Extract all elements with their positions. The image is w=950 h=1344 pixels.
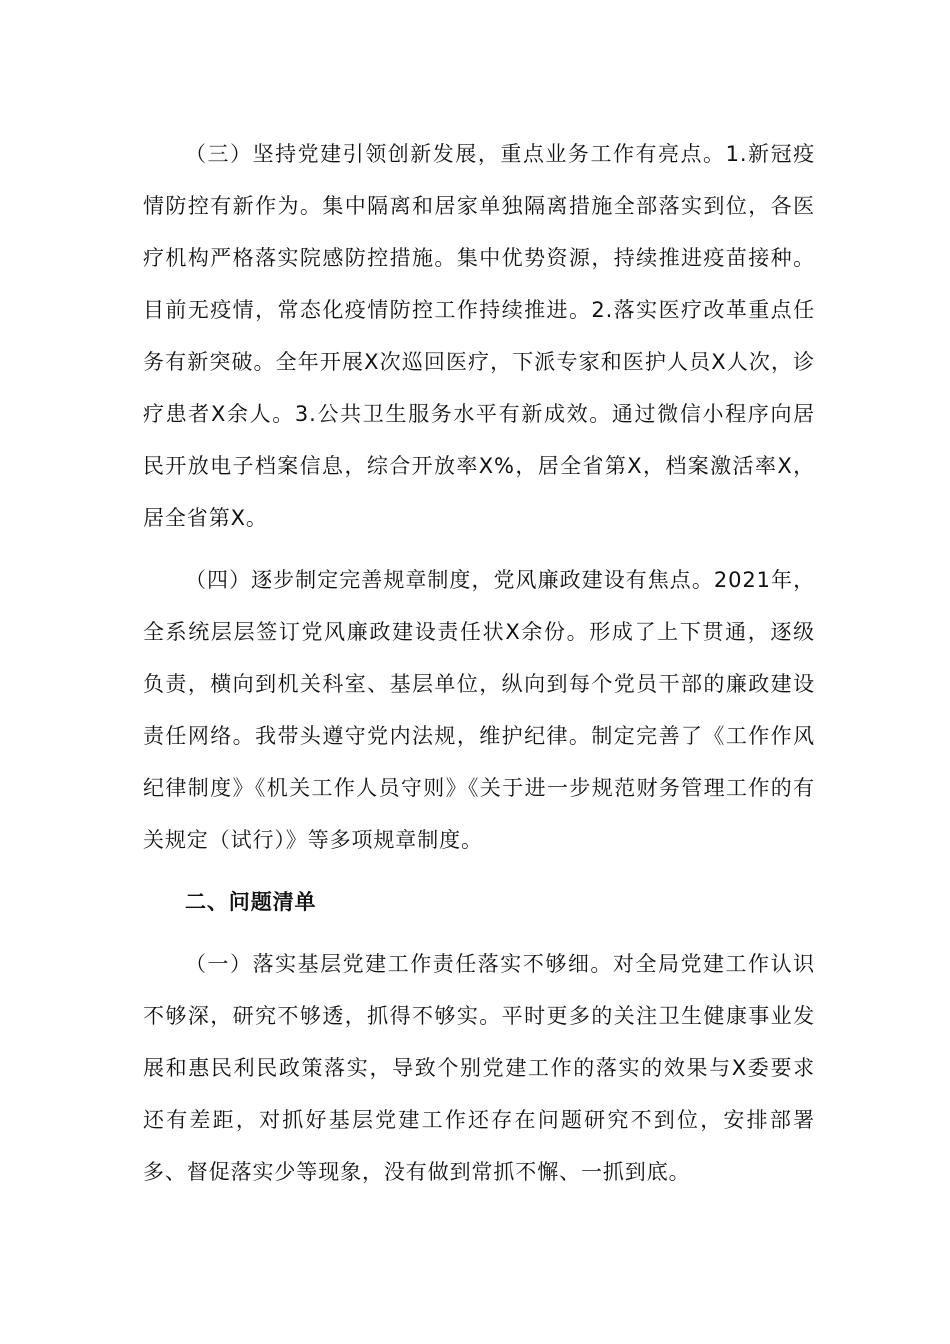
paragraph-section-4: （四）逐步制定完善规章制度，党风廉政建设有焦点。2021年，全系统层层签订党风廉政建设责任状X余份。形成了上下贯通，逐级负责，横向到机关科室、基层单位，纵向到每个党员干部的廉政建设责任网络。我带头遵守党内法规，维护纪律。制定完善了《工作作风纪律制度》《机关工作人员守则》《关于进一步规范财务管理工作的有关规定（试行）》等多项规章制度。 [143,568,815,852]
paragraph-section-3: （三）坚持党建引领创新发展，重点业务工作有亮点。1.新冠疫情防控有新作为。集中隔离和居家单独隔离措施全部落实到位，各医疗机构严格落实院感防控措施。集中优势资源，持续推进疫苗接种。目前无疫情，常态化疫情防控工作持续推进。2.落实医疗改革重点任务有新突破。全年开展X次巡回医疗，下派专家和医护人员X人次，诊疗患者X余人。3.公共卫生服务水平有新成效。通过微信小程序向居民开放电子档案信息，综合开放率X%，居全省第X，档案激活率X，居全省第X。 [143,142,815,530]
document-body [143,128,815,1208]
paragraph-problem-1: （一）落实基层党建工作责任落实不够细。对全局党建工作认识不够深，研究不够透，抓得不够实。平时更多的关注卫生健康事业发展和惠民利民政策落实，导致个别党建工作的落实的效果与X委要求还有差距，对抓好基层党建工作还存在问题研究不到位，安排部署多、督促落实少等现象，没有做到常抓不懈、一抓到底。 [143,952,815,1184]
heading-problem-list: 二、问题清单 [185,890,317,914]
